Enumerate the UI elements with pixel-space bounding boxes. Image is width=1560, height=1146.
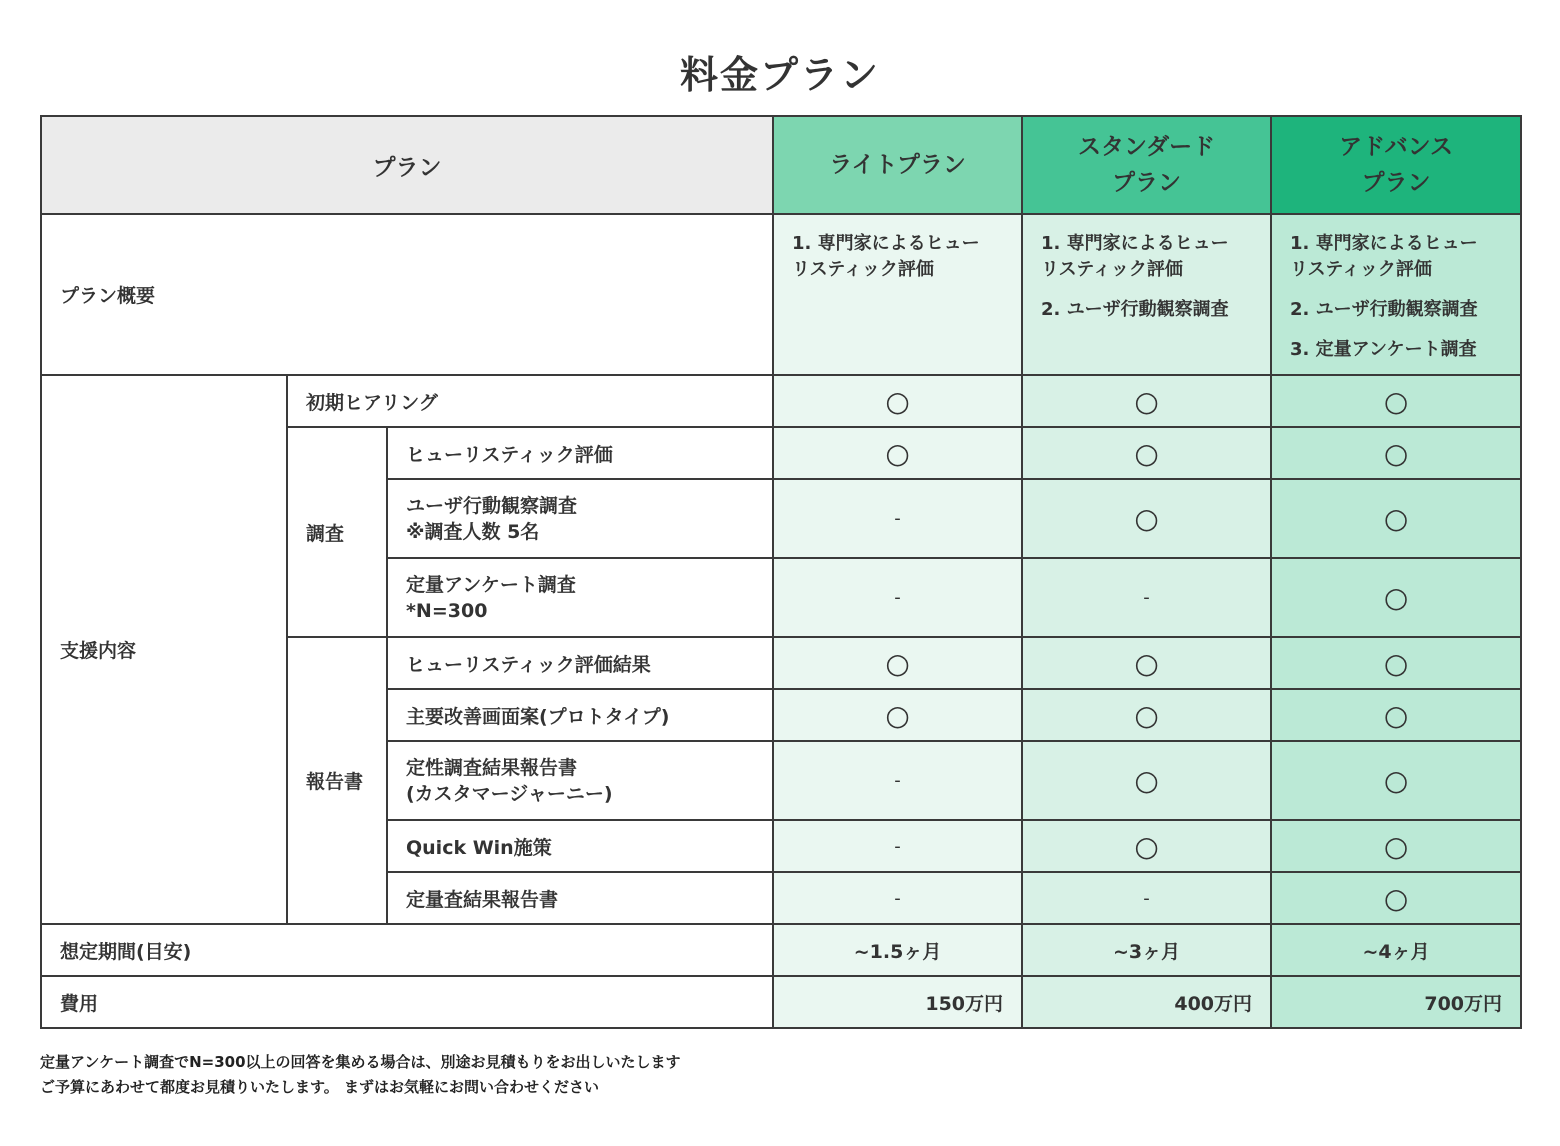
- table-row: [41, 375, 1521, 427]
- advance-plan-header-line2: プラン: [1361, 170, 1431, 196]
- period-label: 想定期間(目安): [41, 924, 773, 976]
- lite-plan-header: ライトプラン: [773, 116, 1022, 214]
- cost-row: [41, 976, 1521, 1028]
- item-label: 主要改善画面案(プロトタイプ): [387, 689, 773, 741]
- footnote: ご予算にあわせて都度お見積りいたします。 まずはお気軽にお問い合わせください: [40, 1078, 600, 1096]
- summary-line: リスティック評価: [1041, 259, 1183, 280]
- standard-plan-header-line2: プラン: [1112, 170, 1182, 196]
- advance-period: ~4ヶ月: [1271, 924, 1521, 976]
- lite-summary: [773, 214, 1022, 375]
- item-label: ヒューリスティック評価: [387, 427, 773, 479]
- standard-availability: ○: [1022, 820, 1271, 872]
- item-label: 初期ヒアリング: [287, 375, 773, 427]
- footnote: 定量アンケート調査でN=300以上の回答を集める場合は、別途お見積もりをお出しいたします: [40, 1053, 681, 1071]
- period-row: [41, 924, 1521, 976]
- item-label-line2: (カスタマージャーニー): [406, 782, 613, 805]
- standard-availability: -: [1022, 558, 1271, 637]
- page-title: 料金プラン: [679, 53, 880, 97]
- advance-availability: ○: [1271, 427, 1521, 479]
- standard-plan-header: [1022, 116, 1271, 214]
- support-label: 支援内容: [41, 375, 287, 924]
- standard-availability: ○: [1022, 479, 1271, 558]
- lite-availability: -: [773, 820, 1022, 872]
- item-label-line2: ※調査人数 5名: [406, 520, 540, 543]
- lite-cost: 150万円: [773, 976, 1022, 1028]
- standard-plan-header-line1: スタンダード: [1077, 134, 1216, 160]
- item-label: [387, 479, 773, 558]
- standard-availability: ○: [1022, 375, 1271, 427]
- research-group-label: 調査: [287, 427, 387, 637]
- advance-availability: ○: [1271, 872, 1521, 924]
- standard-period: ~3ヶ月: [1022, 924, 1271, 976]
- advance-summary: [1271, 214, 1521, 375]
- summary-line: 1. 専門家によるヒュー: [792, 233, 980, 254]
- lite-availability: -: [773, 741, 1022, 820]
- summary-line: リスティック評価: [1290, 259, 1432, 280]
- lite-period: ~1.5ヶ月: [773, 924, 1022, 976]
- advance-availability: ○: [1271, 375, 1521, 427]
- summary-line: 2. ユーザ行動観察調査: [1290, 299, 1478, 320]
- advance-plan-header: [1271, 116, 1521, 214]
- lite-availability: -: [773, 558, 1022, 637]
- item-label: Quick Win施策: [387, 820, 773, 872]
- lite-availability: ○: [773, 427, 1022, 479]
- item-label-line2: *N=300: [406, 599, 488, 622]
- standard-availability: ○: [1022, 689, 1271, 741]
- standard-summary: [1022, 214, 1271, 375]
- summary-line: 1. 専門家によるヒュー: [1041, 233, 1229, 254]
- summary-line: 2. ユーザ行動観察調査: [1041, 299, 1229, 320]
- advance-plan-header-line1: アドバンス: [1339, 134, 1453, 160]
- item-label: [387, 558, 773, 637]
- report-group-label: 報告書: [287, 637, 387, 924]
- standard-availability: ○: [1022, 427, 1271, 479]
- advance-availability: ○: [1271, 689, 1521, 741]
- item-label-line1: ユーザ行動観察調査: [406, 494, 578, 517]
- summary-line: 3. 定量アンケート調査: [1290, 339, 1477, 360]
- item-label-line1: 定性調査結果報告書: [406, 756, 578, 779]
- lite-availability: -: [773, 872, 1022, 924]
- pricing-table: [40, 115, 1522, 1029]
- cost-label: 費用: [41, 976, 773, 1028]
- item-label: [387, 741, 773, 820]
- standard-availability: ○: [1022, 741, 1271, 820]
- summary-line: 1. 専門家によるヒュー: [1290, 233, 1478, 254]
- footnotes: [40, 1050, 681, 1100]
- summary-label: プラン概要: [41, 214, 773, 375]
- item-label: 定量査結果報告書: [387, 872, 773, 924]
- lite-availability: ○: [773, 689, 1022, 741]
- advance-cost: 700万円: [1271, 976, 1521, 1028]
- standard-availability: ○: [1022, 637, 1271, 689]
- lite-availability: ○: [773, 375, 1022, 427]
- advance-availability: ○: [1271, 479, 1521, 558]
- advance-availability: ○: [1271, 637, 1521, 689]
- lite-availability: ○: [773, 637, 1022, 689]
- lite-availability: -: [773, 479, 1022, 558]
- summary-row: [41, 214, 1521, 375]
- header-row: [41, 116, 1521, 214]
- standard-cost: 400万円: [1022, 976, 1271, 1028]
- advance-availability: ○: [1271, 741, 1521, 820]
- item-label: ヒューリスティック評価結果: [387, 637, 773, 689]
- advance-availability: ○: [1271, 820, 1521, 872]
- summary-line: リスティック評価: [792, 259, 934, 280]
- advance-availability: ○: [1271, 558, 1521, 637]
- plan-header: プラン: [41, 116, 773, 214]
- standard-availability: -: [1022, 872, 1271, 924]
- item-label-line1: 定量アンケート調査: [406, 573, 576, 596]
